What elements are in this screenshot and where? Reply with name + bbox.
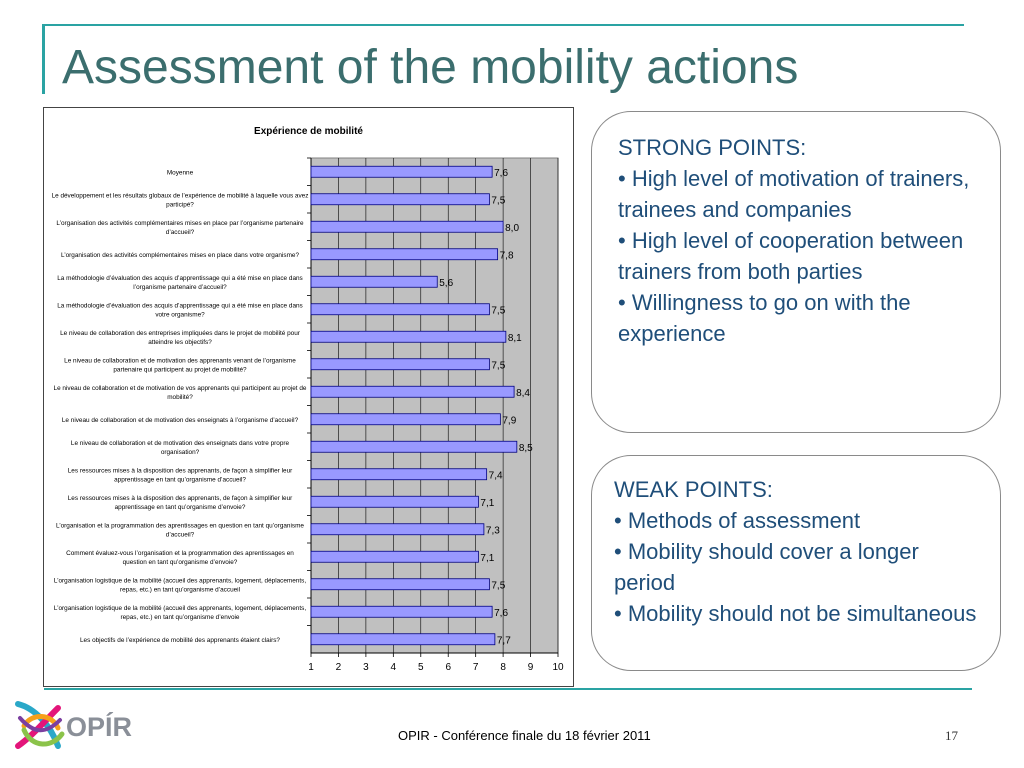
x-tick-label: 4	[390, 662, 397, 673]
title-accent-bar	[42, 24, 45, 94]
chart-bar	[311, 579, 489, 590]
y-category-label	[52, 192, 309, 208]
y-category-label	[57, 302, 303, 318]
chart-bar	[311, 414, 500, 425]
y-category-label	[54, 385, 307, 401]
y-category-label-line: participé?	[166, 201, 194, 209]
chart-bar	[311, 359, 489, 370]
x-tick-label: 3	[363, 662, 369, 673]
y-category-label-line: repas, etc.) en tant qu’organisme d’envoie	[120, 613, 240, 621]
y-category-label-line: repas, etc.) en tant qu’organisme d’accueil	[119, 586, 241, 594]
y-category-label	[60, 330, 301, 346]
y-category-label-line: L’organisation logistique de la mobilité (accueil des apprenants, logement, déplacements,	[53, 604, 307, 612]
x-tick-label: 5	[417, 662, 424, 673]
y-category-label-line: Les objectifs de l’expérience de mobilité des apprenants étaient clairs?	[79, 636, 281, 644]
y-category-label-line: La méthodologie d’évaluation des acquis d’apprentissage qui a été mise en place dans	[57, 274, 303, 282]
chart-bar	[311, 249, 498, 260]
weak-point-item: • Mobility should not be simultaneous	[614, 601, 977, 626]
y-category-label-line: votre organisme?	[155, 311, 205, 319]
chart-bar	[311, 441, 517, 452]
y-category-label-line: Les ressources mises à la disposition des apprenants, de façon à simplifier leur	[67, 494, 293, 502]
strong-point-item: • Willingness to go on with the experience	[618, 290, 911, 346]
bar-value-label: 7,6	[494, 167, 509, 179]
chart-bar	[311, 331, 506, 342]
opir-logo-mark	[18, 704, 62, 746]
x-tick-label: 8	[500, 662, 506, 673]
y-category-label	[66, 550, 294, 566]
chart-bar	[311, 469, 487, 480]
y-category-label-line: apprentissage en tant qu’organisme d’envoie?	[114, 503, 246, 511]
bar-value-label: 7,4	[488, 470, 503, 482]
y-category-label	[61, 252, 299, 259]
y-category-label-line: Comment évaluez-vous l’organisation et la programmation des aprentissages en	[66, 549, 294, 557]
strong-points-box	[591, 111, 1001, 433]
y-category-label-line: question en tant qu’organisme d’envoie?	[122, 558, 238, 566]
bar-value-label: 8,4	[516, 387, 530, 399]
weak-points-box	[591, 455, 1001, 671]
x-tick-label: 2	[335, 662, 342, 673]
y-category-label-line: atteindre les objectifs?	[148, 338, 212, 346]
y-category-label-line: Le niveau de collaboration des entreprises impliquées dans le projet de mobilité pour	[60, 329, 300, 337]
x-tick-label: 6	[445, 662, 452, 673]
mobility-experience-chart	[43, 107, 574, 687]
chart-bar	[311, 194, 489, 205]
y-category-label-line: L’organisation des activités complémentaires mises en place dans votre organisme?	[61, 251, 299, 259]
chart-bar	[311, 524, 484, 535]
bottom-accent-rule	[44, 688, 972, 690]
y-category-label-line: d’accueil?	[165, 228, 195, 236]
y-category-label	[80, 637, 280, 644]
y-category-label	[56, 522, 304, 538]
bar-value-label: 7,7	[496, 635, 511, 647]
y-category-label	[68, 495, 293, 511]
y-category-label	[54, 605, 306, 621]
bar-value-label: 7,3	[485, 525, 500, 537]
weak-point-item: • Mobility should cover a longer period	[614, 539, 919, 595]
logo-wordmark: OPÍR	[66, 712, 133, 742]
chart-bar	[311, 166, 492, 177]
opir-logo	[10, 694, 160, 762]
chart-title: Expérience de mobilité	[254, 126, 363, 137]
slide-footer: OPIR - Conférence finale du 18 février 2011	[398, 728, 651, 743]
y-category-label-line: Le niveau de collaboration et de motivation des enseignats dans votre propre	[70, 439, 290, 447]
y-category-label-line: Le niveau de collaboration et de motivation des enseignats à l’organisme d’accueil?	[61, 416, 299, 424]
chart-bar	[311, 496, 478, 507]
y-category-label-line: d’accueil?	[165, 531, 195, 539]
x-tick-label: 1	[308, 662, 314, 673]
bar-value-label: 7,1	[480, 552, 495, 564]
x-tick-label: 10	[552, 662, 564, 673]
slide-page-number: 17	[945, 728, 958, 743]
y-category-label	[56, 220, 304, 236]
weak-points-heading: WEAK POINTS:	[614, 477, 773, 502]
slide-title: Assessment of the mobility actions	[62, 41, 799, 94]
chart-bar	[311, 551, 478, 562]
bar-value-label: 7,5	[491, 360, 506, 372]
chart-bar	[311, 276, 437, 287]
bar-value-label: 7,9	[502, 415, 517, 427]
strong-point-item: • High level of motivation of trainers, trainees and companies	[618, 166, 970, 222]
y-category-label-line: mobilité?	[167, 393, 193, 401]
y-category-label-line: Le développement et les résultats globaux de l’expérience de mobilité à laquelle vous avez	[51, 192, 309, 200]
chart-bar	[311, 304, 489, 315]
bar-value-label: 7,6	[494, 607, 509, 619]
y-category-label-line: Le niveau de collaboration et de motivation de vos apprenants qui participent au projet de	[53, 384, 307, 392]
y-category-label	[64, 357, 296, 373]
x-tick-label: 7	[472, 662, 479, 673]
chart-bar	[311, 221, 503, 232]
bar-value-label: 7,5	[491, 580, 506, 592]
y-category-label-line: Moyenne	[166, 169, 194, 177]
y-category-label	[68, 467, 293, 483]
bar-value-label: 8,1	[507, 332, 522, 344]
top-accent-rule	[44, 24, 964, 26]
bar-value-label: 8,5	[518, 442, 533, 454]
y-category-label-line: l’organisme partenaire d’accueil?	[133, 283, 227, 291]
y-category-label-line: L’organisation logistique de la mobilité (accueil des apprenants, logement, déplacements,	[53, 577, 307, 585]
weak-point-item: • Methods of assessment	[614, 508, 861, 533]
x-tick-label: 9	[527, 662, 534, 673]
bar-value-label: 7,8	[499, 250, 514, 262]
strong-points-heading: STRONG POINTS:	[618, 135, 807, 160]
y-category-label	[54, 577, 306, 593]
chart-canvas	[44, 108, 573, 686]
y-category-label-line: Les ressources mises à la disposition des apprenants, de façon à simplifier leur	[67, 467, 293, 475]
y-category-label	[71, 440, 290, 456]
y-category-label-line: apprentissage en tant qu’organisme d’accueil?	[114, 476, 246, 484]
y-category-label-line: Le niveau de collaboration et de motivation des apprenants venant de l’organisme	[64, 357, 296, 365]
y-category-label-line: L’organisation et la programmation des aprentissages en question en tant qu’organisme	[56, 522, 304, 530]
bar-value-label: 7,5	[491, 305, 506, 317]
strong-point-item: • High level of cooperation between trainers from both parties	[618, 228, 964, 284]
chart-bar	[311, 634, 495, 645]
y-category-label-line: La méthodologie d’évaluation des acquis d’apprentissage qui a été mise en place dans	[57, 302, 303, 310]
y-category-label-line: partenaire qui participent au projet de mobilité?	[113, 366, 247, 374]
bar-value-label: 8,0	[505, 222, 520, 234]
chart-bar	[311, 386, 514, 397]
y-category-label-line: organisation?	[160, 448, 200, 456]
y-category-label	[167, 169, 194, 176]
y-category-label	[57, 275, 303, 291]
bar-value-label: 5,6	[439, 277, 454, 289]
y-category-label-line: L’organisation des activités complémentaires mises en place par l’organisme partenaire	[56, 219, 304, 227]
bar-value-label: 7,1	[480, 497, 495, 509]
bar-value-label: 7,5	[491, 195, 506, 207]
chart-bar	[311, 606, 492, 617]
y-category-label	[62, 417, 299, 424]
